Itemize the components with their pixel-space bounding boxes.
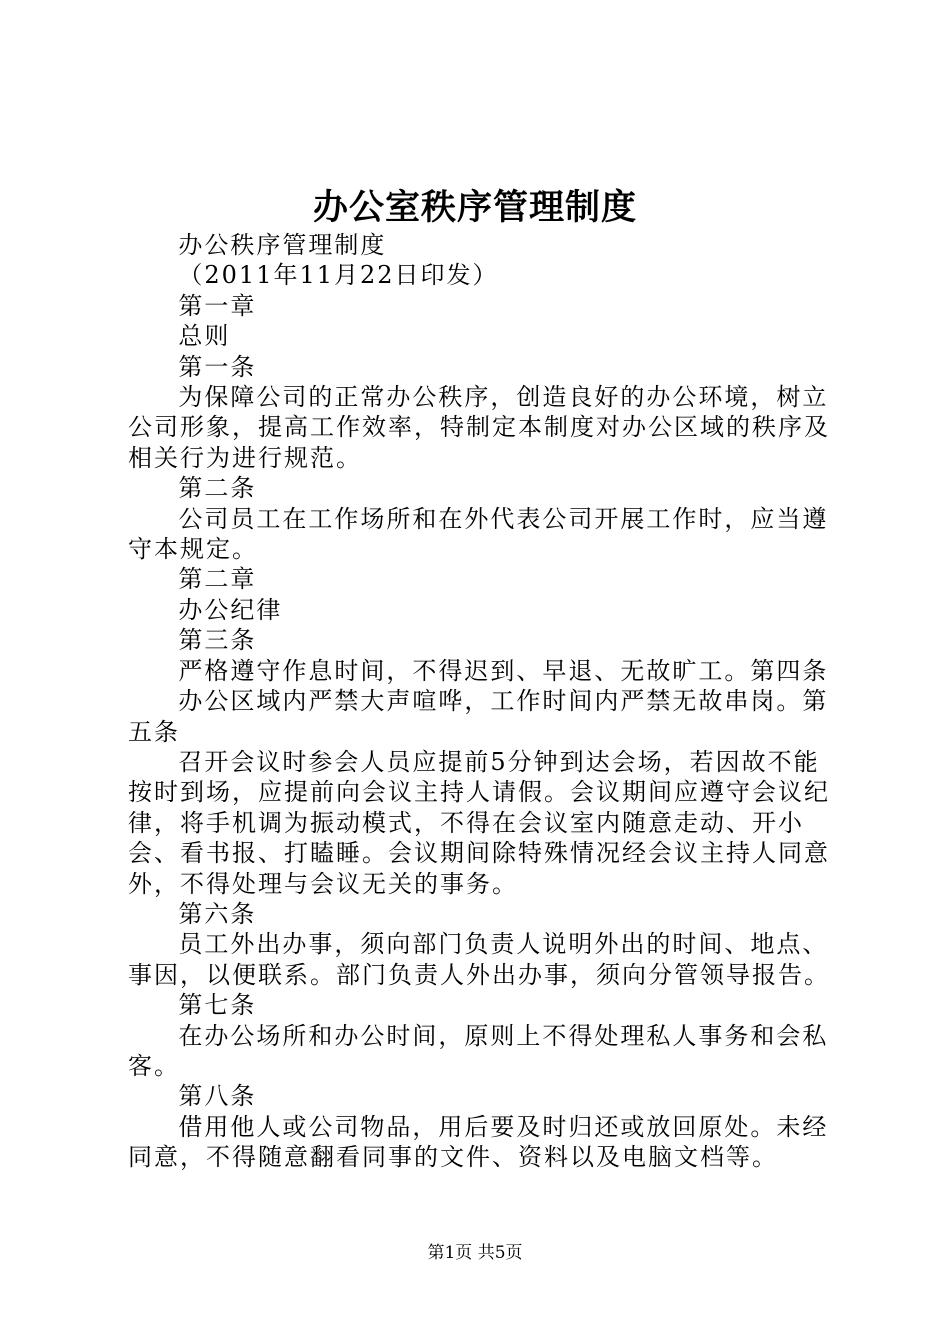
document-title: 办公室秩序管理制度 bbox=[312, 187, 637, 228]
chapter-1-title: 总则 bbox=[178, 322, 231, 351]
page-footer: 第1页 共5页 bbox=[427, 1243, 523, 1263]
article-8-heading: 第八条 bbox=[178, 1082, 257, 1111]
article-2-text: 公司员工在工作场所和在外代表公司开展工作时，应当遵守本规定。 bbox=[128, 504, 829, 564]
article-1-text: 为保障公司的正常办公秩序，创造良好的办公环境，树立公司形象，提高工作效率，特制定本制度对办公区域的秩序及相关行为进行规范。 bbox=[128, 383, 830, 472]
article-6-heading: 第六条 bbox=[178, 899, 257, 928]
doc-heading: 办公秩序管理制度 bbox=[178, 231, 387, 259]
chapter-2-number: 第二章 bbox=[178, 565, 257, 594]
issue-date: （2011年11月22日印发） bbox=[178, 261, 499, 290]
document-body bbox=[128, 230, 838, 1173]
article-3-text: 严格遵守作息时间，不得迟到、早退、无故旷工。第四条 bbox=[178, 656, 829, 685]
article-3-heading: 第三条 bbox=[178, 626, 257, 655]
article-1-heading: 第一条 bbox=[178, 352, 257, 381]
chapter-2-title: 办公纪律 bbox=[178, 595, 283, 624]
article-4-text: 办公区域内严禁大声喧哗，工作时间内严禁无故串岗。第五条 bbox=[128, 687, 829, 746]
article-7-heading: 第七条 bbox=[178, 991, 257, 1020]
article-6-text: 员工外出办事，须向部门负责人说明外出的时间、地点、事因，以便联系。部门负责人外出办事，须向分管领导报告。 bbox=[128, 930, 830, 989]
chapter-1-number: 第一章 bbox=[178, 291, 257, 320]
article-2-heading: 第二条 bbox=[178, 474, 257, 503]
article-7-text: 在办公场所和办公时间，原则上不得处理私人事务和会私客。 bbox=[128, 1021, 829, 1080]
article-5-text: 召开会议时参会人员应提前5分钟到达会场，若因故不能按时到场，应提前向会议主持人请假。会议期间应遵守会议纪律，将手机调为振动模式，不得在会议室内随意走动、开小会、看书报、打瞌睡。会议期间除特殊情况经会议主持人同意外，不得处理与会议无关的事务。 bbox=[128, 747, 830, 898]
article-8-text: 借用他人或公司物品，用后要及时归还或放回原处。未经同意，不得随意翻看同事的文件、资料以及电脑文档等。 bbox=[128, 1112, 829, 1172]
